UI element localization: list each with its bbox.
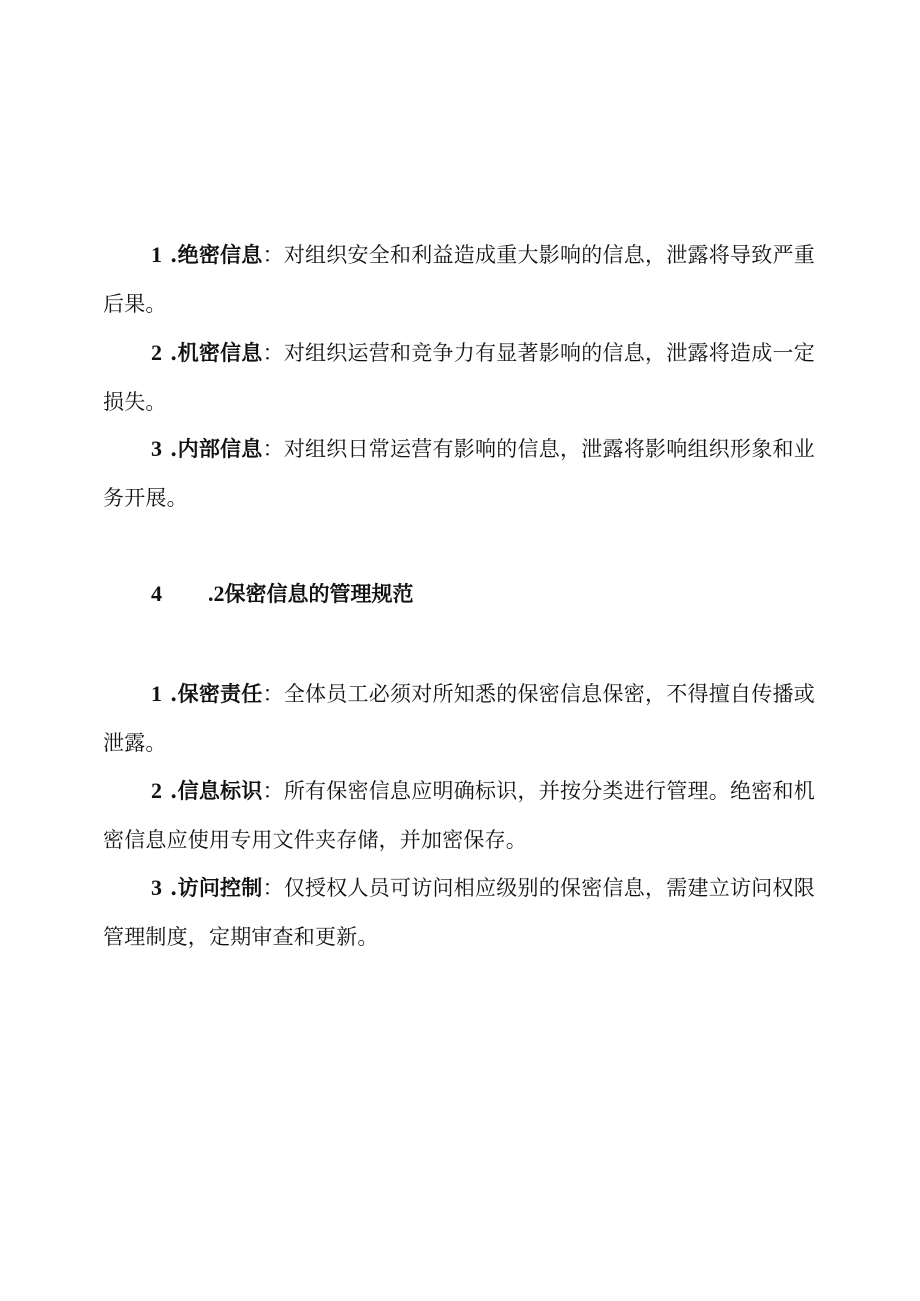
item-colon: ：	[262, 437, 284, 461]
item-number: 2	[151, 778, 162, 803]
item-text: 仅授权人员可访问相应级别的保密信息，需建立访问权限管理制度，定期审查和更新。	[103, 876, 815, 949]
item-dot: .	[170, 681, 178, 706]
item-term: 机密信息	[177, 340, 263, 365]
item-dot: .	[170, 778, 178, 803]
item-dot: .	[170, 340, 178, 365]
item-colon: ：	[262, 682, 284, 706]
item-colon: ：	[262, 876, 284, 900]
item-dot: .	[170, 436, 178, 461]
item-term: 内部信息	[177, 436, 263, 461]
item-text: 对组织日常运营有影响的信息，泄露将影响组织形象和业务开展。	[103, 437, 815, 510]
classification-item-3	[103, 424, 815, 523]
item-text: 对组织运营和竞争力有显著影响的信息，泄露将造成一定损失。	[103, 341, 815, 414]
classification-item-1	[103, 230, 815, 329]
section-sub-number: .2	[208, 581, 225, 606]
item-dot: .	[170, 875, 178, 900]
management-item-1	[103, 669, 815, 768]
management-item-3	[103, 863, 815, 962]
management-item-2	[103, 766, 815, 865]
classification-item-2	[103, 328, 815, 427]
item-text: 对组织安全和利益造成重大影响的信息，泄露将导致严重后果。	[103, 243, 815, 316]
item-colon: ：	[262, 341, 284, 365]
item-number: 1	[151, 242, 162, 267]
item-term: 访问控制	[177, 875, 263, 900]
section-heading	[151, 572, 414, 616]
item-number: 3	[151, 875, 162, 900]
item-text: 全体员工必须对所知悉的保密信息保密，不得擅自传播或泄露。	[103, 682, 815, 755]
item-term: 绝密信息	[177, 242, 263, 267]
item-term: 信息标识	[177, 778, 263, 803]
item-number: 2	[151, 340, 162, 365]
item-number: 1	[151, 681, 162, 706]
section-number: 4	[151, 581, 162, 606]
item-dot: .	[170, 242, 178, 267]
item-text: 所有保密信息应明确标识，并按分类进行管理。绝密和机密信息应使用专用文件夹存储，并加密保存。	[103, 779, 815, 852]
item-number: 3	[151, 436, 162, 461]
item-term: 保密责任	[177, 681, 263, 706]
item-colon: ：	[262, 243, 284, 267]
section-title: 保密信息的管理规范	[224, 581, 414, 606]
item-colon: ：	[262, 779, 284, 803]
